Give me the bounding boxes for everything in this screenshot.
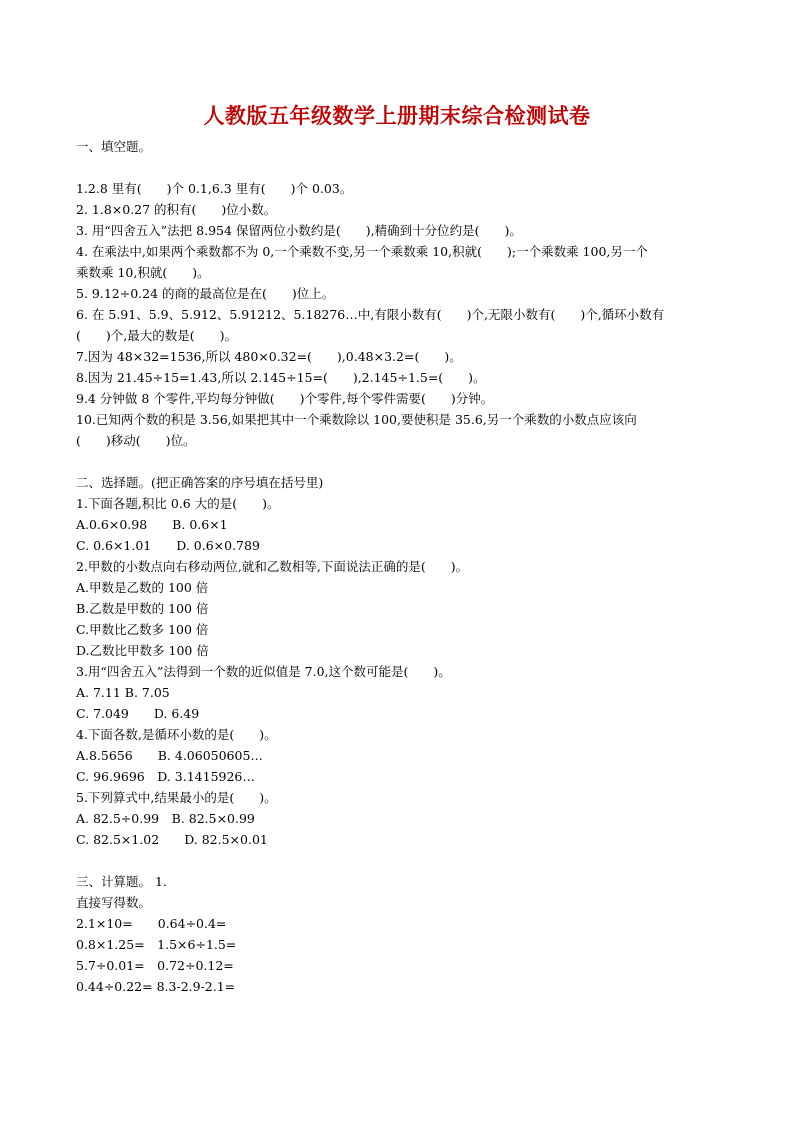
question-line: 1.2.8 里有( )个 0.1,6.3 里有( )个 0.03。 xyxy=(76,181,353,196)
section-heading-multiple-choice: 二、选择题。(把正确答案的序号填在括号里) xyxy=(76,475,324,490)
option-line: A. 82.5÷0.99 B. 82.5×0.99 xyxy=(76,811,255,826)
instruction-line: 直接写得数。 xyxy=(76,895,152,910)
question-line: 3.用“四舍五入”法得到一个数的近似值是 7.0,这个数可能是( )。 xyxy=(76,664,451,679)
page-title: 人教版五年级数学上册期末综合检测试卷 xyxy=(203,104,591,128)
option-line: A. 7.11 B. 7.05 xyxy=(76,685,170,700)
question-line: 10.已知两个数的积是 3.56,如果把其中一个乘数除以 100,要使积是 35.6,另一个乘数的小数点应该向 xyxy=(76,412,637,427)
calculation-line: 0.8×1.25= 1.5×6÷1.5= xyxy=(76,937,237,952)
question-line: 4.下面各数,是循环小数的是( )。 xyxy=(76,727,277,742)
question-line: 4. 在乘法中,如果两个乘数都不为 0,一个乘数不变,另一个乘数乘 10,积就( );一个乘数乘 100,另一个 xyxy=(76,244,648,259)
question-line: 2.甲数的小数点向右移动两位,就和乙数相等,下面说法正确的是( )。 xyxy=(76,559,469,574)
question-line: 1.下面各题,积比 0.6 大的是( )。 xyxy=(76,496,280,511)
option-line: C.甲数比乙数多 100 倍 xyxy=(76,622,209,637)
option-line: A.甲数是乙数的 100 倍 xyxy=(76,580,209,595)
spacer xyxy=(76,451,722,472)
spacer xyxy=(76,850,722,871)
question-line: 5. 9.12÷0.24 的商的最高位是在( )位上。 xyxy=(76,286,335,301)
question-line: 2. 1.8×0.27 的积有( )位小数。 xyxy=(76,202,277,217)
calculation-line: 0.44÷0.22= 8.3-2.9-2.1= xyxy=(76,979,236,994)
option-line: B.乙数是甲数的 100 倍 xyxy=(76,601,209,616)
option-line: C. 0.6×1.01 D. 0.6×0.789 xyxy=(76,538,260,553)
calculation-line: 2.1×10= 0.64÷0.4= xyxy=(76,916,227,931)
option-line: C. 7.049 D. 6.49 xyxy=(76,706,200,721)
exam-content xyxy=(76,136,722,997)
question-line: 乘数乘 10,积就( )。 xyxy=(76,265,210,280)
question-line: 5.下列算式中,结果最小的是( )。 xyxy=(76,790,277,805)
question-line: 8.因为 21.45÷15=1.43,所以 2.145÷15=( ),2.145÷1.5=( )。 xyxy=(76,370,486,385)
question-line: 9.4 分钟做 8 个零件,平均每分钟做( )个零件,每个零件需要( )分钟。 xyxy=(76,391,494,406)
calculation-line: 5.7÷0.01= 0.72÷0.12= xyxy=(76,958,234,973)
question-line: ( )移动( )位。 xyxy=(76,433,196,448)
section-heading-fill-in: 一、填空题。 xyxy=(76,139,152,154)
option-line: A.8.5656 B. 4.06050605… xyxy=(76,748,263,763)
section-heading-calculation: 三、计算题。 1. xyxy=(76,874,167,889)
option-line: A.0.6×0.98 B. 0.6×1 xyxy=(76,517,228,532)
option-line: D.乙数比甲数多 100 倍 xyxy=(76,643,209,658)
question-line: 6. 在 5.91、5.9、5.912、5.91212、5.18276…中,有限小数有( )个,无限小数有( )个,循环小数有 xyxy=(76,307,665,322)
spacer xyxy=(76,157,722,178)
question-line: 3. 用“四舍五入”法把 8.954 保留两位小数约是( ),精确到十分位约是( )。 xyxy=(76,223,522,238)
question-line: 7.因为 48×32=1536,所以 480×0.32=( ),0.48×3.2=( )。 xyxy=(76,349,462,364)
question-line: ( )个,最大的数是( )。 xyxy=(76,328,237,343)
option-line: C. 96.9696 D. 3.1415926… xyxy=(76,769,255,784)
option-line: C. 82.5×1.02 D. 82.5×0.01 xyxy=(76,832,268,847)
